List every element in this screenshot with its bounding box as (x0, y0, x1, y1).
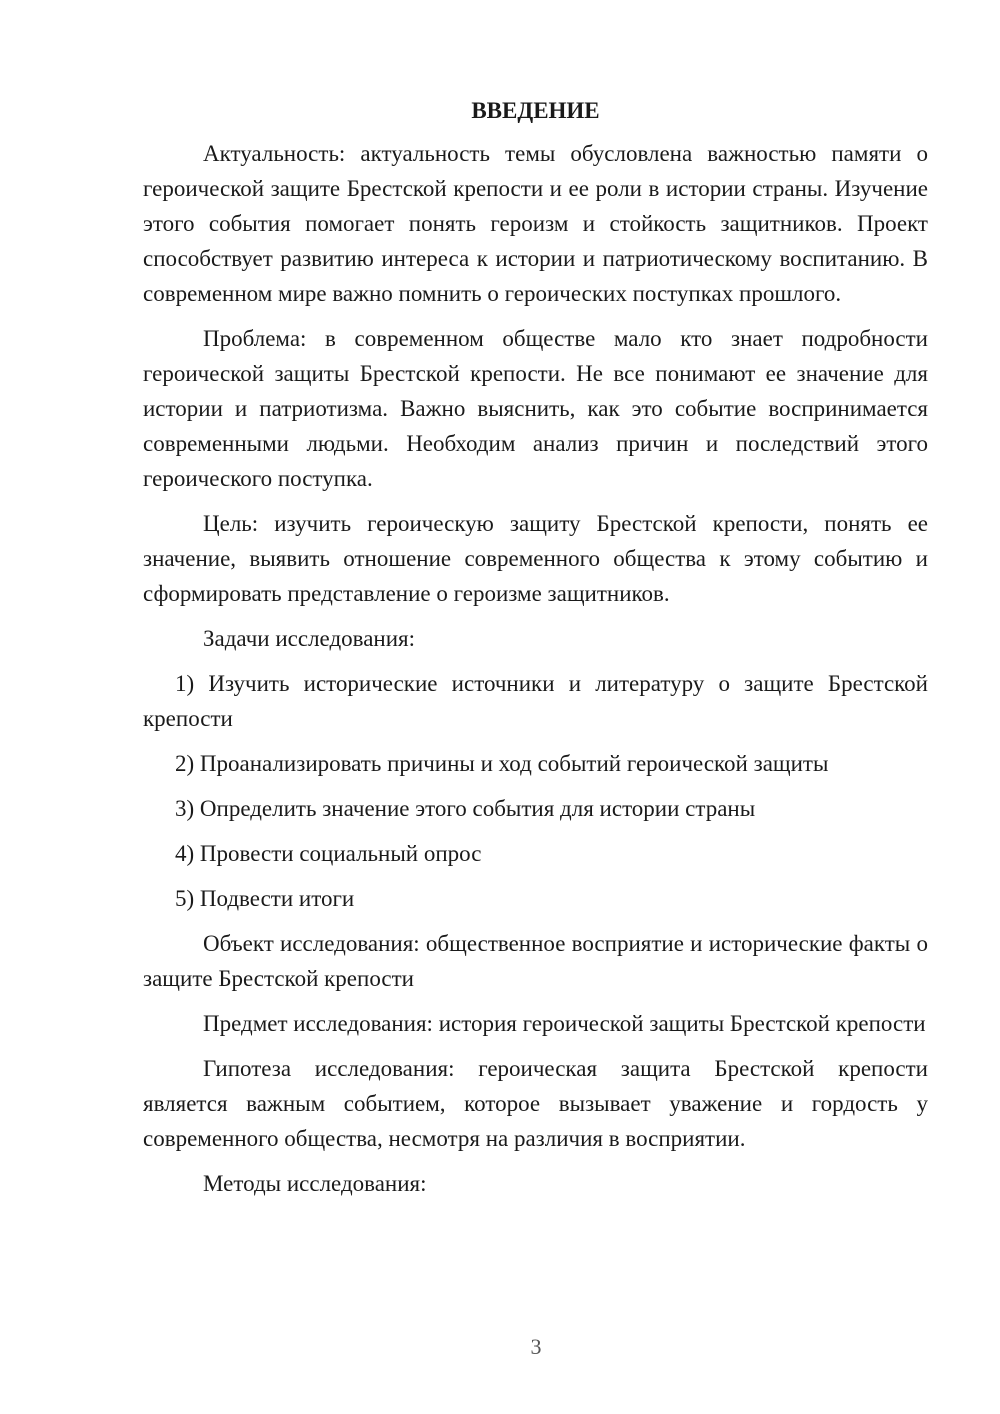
paragraph-tasks-heading: Задачи исследования: (203, 626, 416, 651)
paragraph-problem: Проблема: в современном обществе мало кто знает подробности героической защиты Брестской крепости. Не все понимают ее значение для истории и патриотизма. Важно выяснить, как это событие воспринимается современными людьми. Необходим анализ причин и последствий этого героического поступка. (143, 326, 928, 491)
paragraph-relevance: Актуальность: актуальность темы обусловлена важностью памяти о героической защите Брестской крепости и ее роли в истории страны. Изучение этого события помогает понять героизм и стойкость защитников. Проект способствует развитию интереса к истории и патриотическому воспитанию. В современном мире важно помнить о героических поступках прошлого. (143, 141, 928, 306)
paragraph-object: Объект исследования: общественное восприятие и исторические факты о защите Брестской крепости (143, 931, 928, 991)
task-item-5: 5) Подвести итоги (175, 886, 355, 911)
task-item-3: 3) Определить значение этого события для истории страны (175, 796, 756, 821)
paragraph-subject: Предмет исследования: история героической защиты Брестской крепости (203, 1011, 926, 1036)
paragraph-goal: Цель: изучить героическую защиту Брестской крепости, понять ее значение, выявить отношение современного общества к этому событию и сформировать представление о героизме защитников. (143, 511, 928, 606)
task-item-1: 1) Изучить исторические источники и литературу о защите Брестской крепости (143, 671, 928, 731)
task-item-4: 4) Провести социальный опрос (175, 841, 482, 866)
page-number: 3 (530, 1334, 542, 1359)
paragraph-methods: Методы исследования: (203, 1171, 427, 1196)
section-title: ВВЕДЕНИЕ (471, 98, 600, 123)
task-item-2: 2) Проанализировать причины и ход событий героической защиты (175, 751, 829, 776)
document-page (143, 96, 928, 1211)
paragraph-hypothesis: Гипотеза исследования: героическая защита Брестской крепости является важным событием, которое вызывает уважение и гордость у современного общества, несмотря на различия в восприятии. (143, 1056, 928, 1151)
